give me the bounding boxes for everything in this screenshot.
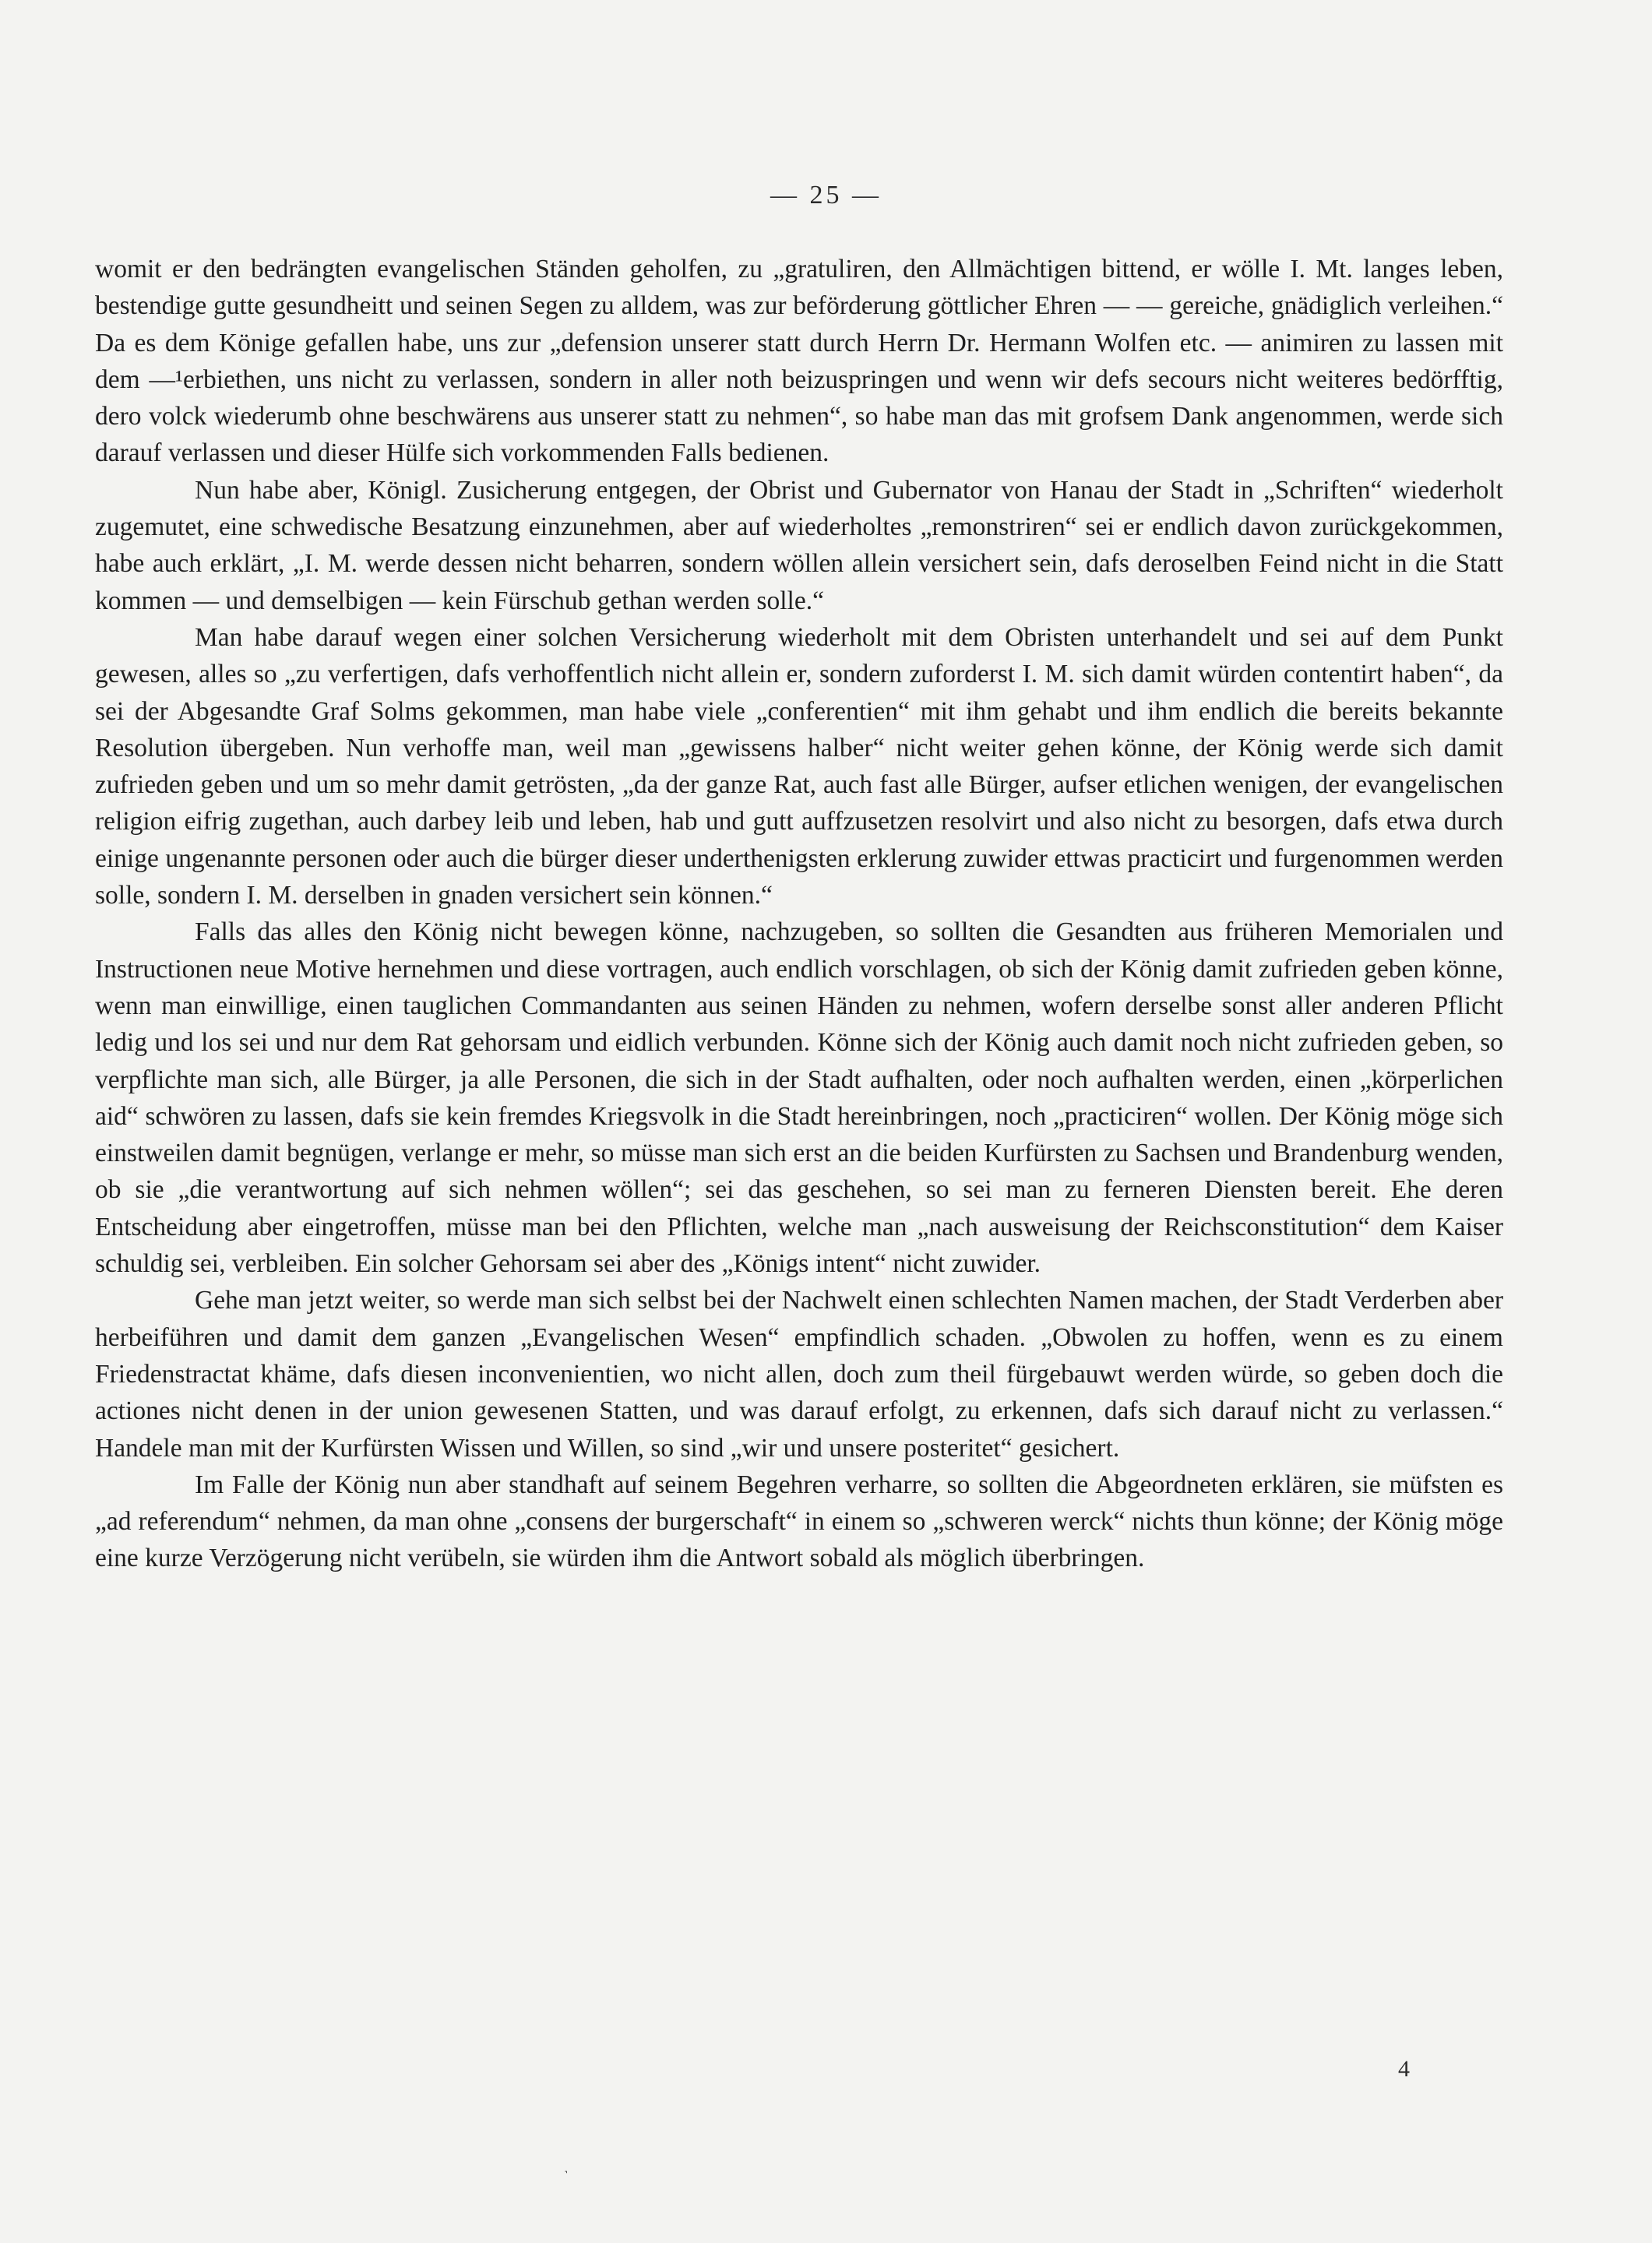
printing-speck: ˺ [564, 2169, 569, 2182]
paragraph-6: Im Falle der König nun aber standhaft auf seinem Begehren verharre, so sollten die Abgeordneten erklären, sie müfsten es „ad referendum“ nehmen, da man ohne „consens der burgerschaft“ in einem so „schweren werck“ nichts thun könne; der König möge eine kurze Verzögerung nicht verübeln, sie würden ihm die Antwort sobald als möglich überbringen. [95, 1470, 1503, 1573]
paragraph-3: Man habe darauf wegen einer solchen Versicherung wiederholt mit dem Obristen unterhandelt und sei auf dem Punkt gewesen, alles so „zu verfertigen, dafs verhoffentlich nicht allein er, sondern zuforderst I. M. sich damit würden contentirt haben“, da sei der Abgesandte Graf Solms gekommen, man habe viele „conferentien“ mit ihm gehabt und ihm endlich die bereits bekannte Resolution übergeben. Nun verhoffe man, weil man „gewissens halber“ nicht weiter gehen könne, der König werde sich damit zufrieden geben und um so mehr damit getrösten, „da der ganze Rat, auch fast alle Bürger, aufser etlichen wenigen, der evangelischen religion eifrig zugethan, auch darbey leib und leben, hab und gutt auffzusetzen resolvirt und also nicht zu besorgen, dafs etwa durch einige ungenannte personen oder auch die bürger dieser underthenigsten erklerung zuwider ettwas practicirt und furgenommen werden solle, sondern I. M. derselben in gnaden versichert sein können.“ [95, 622, 1503, 910]
paragraph-1: womit er den bedrängten evangelischen Ständen geholfen, zu „gratuliren, den Allmächtigen bittend, er wölle I. Mt. langes leben, bestendige gutte gesundheitt und seinen Segen zu alldem, was zur beförderung göttlicher Ehren — — gereiche, gnädiglich verleihen.“ Da es dem Könige gefallen habe, uns zur „defension unserer statt durch Herrn Dr. Hermann Wolfen etc. — animiren zu lassen mit dem —¹erbiethen, uns nicht zu verlassen, sondern in aller noth beizuspringen und wenn wir defs secours nicht weiteres bedörfftig, dero volck wiederumb ohne beschwärens aus unserer statt zu nehmen“, so habe man das mit grofsem Dank angenommen, werde sich darauf verlassen und dieser Hülfe sich vorkommenden Falls bedienen. [95, 255, 1503, 468]
page-number: — 25 — [770, 181, 882, 210]
signature-mark: 4 [1398, 2056, 1410, 2082]
paragraph-4: Falls das alles den König nicht bewegen könne, nachzugeben, so sollten die Gesandten aus früheren Memorialen und Instructionen neue Motive hernehmen und diese vortragen, auch endlich vorschlagen, ob sich der König damit zufrieden geben könne, wenn man einwillige, einen tauglichen Commandanten aus seinen Händen zu nehmen, wofern derselbe sonst aller anderen Pflicht ledig und los sei und nur dem Rat gehorsam und eidlich verbunden. Könne sich der König auch damit noch nicht zufrieden geben, so verpflichte man sich, alle Bürger, ja alle Personen, die sich in der Stadt aufhalten, oder noch aufhalten werden, einen „körperlichen aid“ schwören zu lassen, dafs sie kein fremdes Kriegsvolk in die Stadt hereinbringen, noch „practiciren“ wollen. Der König möge sich einstweilen damit begnügen, verlange er mehr, so müsse man sich erst an die beiden Kurfürsten zu Sachsen und Brandenburg wenden, ob sie „die verantwortung auf sich nehmen wöllen“; sei das geschehen, so sei man zu ferneren Diensten bereit. Ehe deren Entscheidung aber eingetroffen, müsse man bei den Pflichten, welche man „nach ausweisung der Reichsconstitution“ dem Kaiser schuldig sei, verbleiben. Ein solcher Gehorsam sei aber des „Königs intent“ nicht zuwider. [95, 917, 1503, 1279]
body-text [95, 251, 1503, 1577]
paragraph-5: Gehe man jetzt weiter, so werde man sich selbst bei der Nachwelt einen schlechten Namen machen, der Stadt Verderben aber herbeiführen und damit dem ganzen „Evangelischen Wesen“ empfindlich schaden. „Obwolen zu hoffen, wenn es zu einem Friedenstractat khäme, dafs diesen inconvenientien, wo nicht allen, doch zum theil fürgebauwt werden würde, so geben doch die actiones nicht denen in der union gewesenen Statten, und was darauf erfolgt, zu erkennen, dafs sich darauf nicht zu verlassen.“ Handele man mit der Kurfürsten Wissen und Willen, so sind „wir und unsere posteritet“ gesichert. [95, 1286, 1503, 1463]
paragraph-2: Nun habe aber, Königl. Zusicherung entgegen, der Obrist und Gubernator von Hanau der Stadt in „Schriften“ wiederholt zugemutet, eine schwedische Besatzung einzunehmen, aber auf wiederholtes „remonstriren“ sei er endlich davon zurückgekommen, habe auch erklärt, „I. M. werde dessen nicht beharren, sondern wöllen allein versichert sein, dafs deroselben Feind nicht in die Statt kommen — und demselbigen — kein Fürschub gethan werden solle.“ [95, 475, 1503, 615]
